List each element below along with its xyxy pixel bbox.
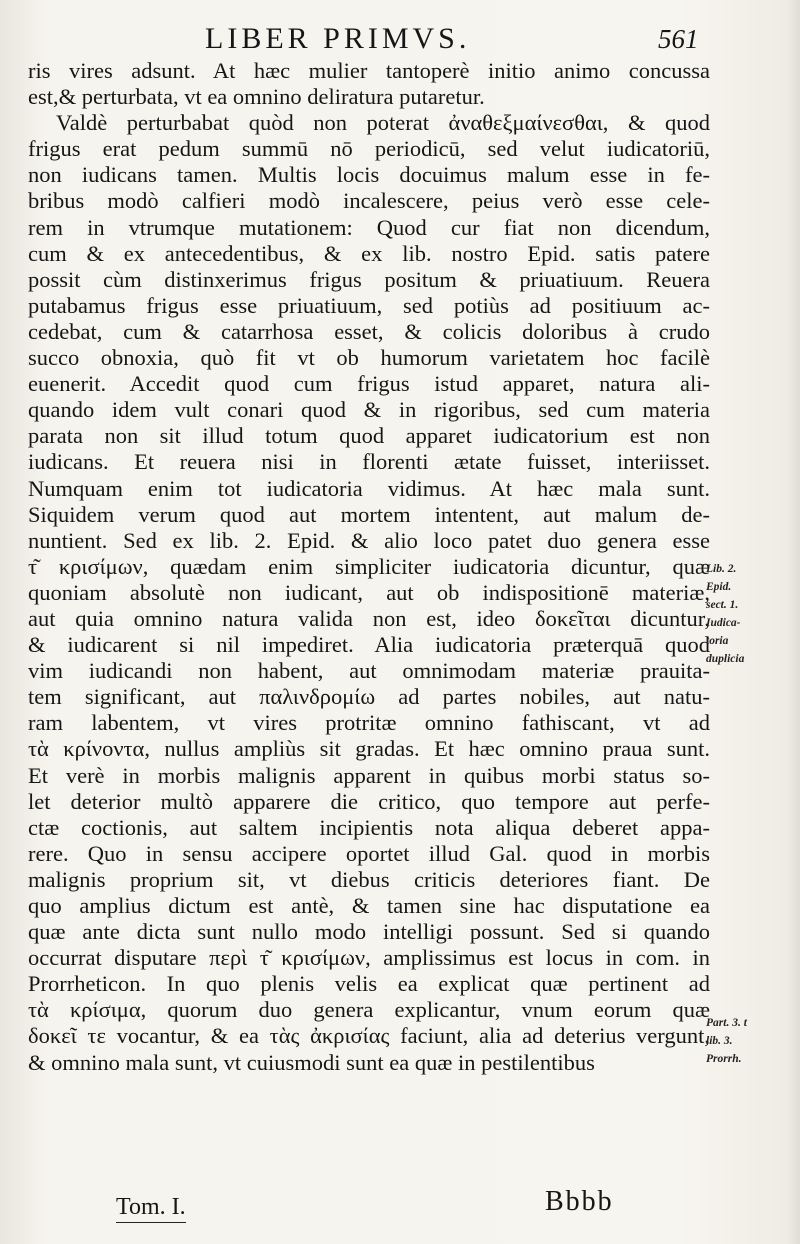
body-text	[28, 58, 710, 1076]
text-line: ctæ coctionis, aut saltem incipientis nota aliqua deberet appa-	[28, 814, 710, 840]
text-line: ris vires adsunt. At hæc mulier tantoperè initio animo concussa	[28, 58, 710, 83]
marginal-note-line: duplicia	[706, 653, 745, 665]
text-line: bribus modò calfieri modò incalescere, peius verò esse cele-	[28, 188, 710, 214]
text-line: ram labentem, vt vires protritæ omnino fathiscant, vt ad	[28, 710, 710, 736]
marginal-note-line: Iudica-	[706, 617, 741, 629]
text-line: frigus erat pedum summū nō periodicū, sed velut iudicatoriū,	[28, 136, 710, 162]
marginal-note-line: lib. 3.	[706, 1035, 733, 1047]
text-line: possit cùm distinxerimus frigus positum & priuatiuum. Reuera	[28, 266, 710, 292]
text-line: succo obnoxia, quò fit vt ob humorum varietatem hoc facilè	[28, 345, 710, 371]
text-line: τ͂ κρισίμων, quædam enim simpliciter iudicatoria dicuntur, quæ	[28, 553, 710, 579]
text-line: rem in vtrumque mutationem: Quod cur fiat non dicendum,	[28, 214, 710, 240]
text-line: cum & ex antecedentibus, & ex lib. nostro Epid. satis patere	[28, 240, 710, 266]
marginal-note-line: Lib. 2.	[706, 563, 737, 575]
text-line: quando idem vult conari quod & in rigoribus, sed cum materia	[28, 397, 710, 423]
text-line: est,& perturbata, vt ea omnino deliratura putaretur.	[28, 84, 485, 110]
marginal-note-epid	[706, 560, 796, 668]
text-line: Prorrheticon. In quo plenis velis ea explicat quæ pertinent ad	[28, 971, 710, 997]
text-line: iudicans. Et reuera nisi in florenti ætate fuisset, interiisset.	[28, 449, 710, 475]
text-line: Siquidem verum quod aut mortem intentent, aut malum de-	[28, 501, 710, 527]
text-line: occurrat disputare περὶ τ͂ κρισίμων, amplissimus est locus in com. in	[28, 945, 710, 971]
text-line: putabamus frigus esse priuatiuum, sed potiùs ad positiuum ac-	[28, 292, 710, 318]
marginal-note-prorrh	[706, 1014, 796, 1068]
text-line: let deterior multò apparere die critico, quo tempore aut perfe-	[28, 788, 710, 814]
text-line: & iudicarent si nil impediret. Alia iudicatoria præterquā quod	[28, 632, 710, 658]
text-line: quæ ante dicta sunt nullo modo intelligi possunt. Sed si quando	[28, 919, 710, 945]
marginal-note-line: sect. 1.	[706, 599, 739, 611]
text-line: aut quia omnino natura valida non est, ideo δοκεῖται dicuntur,	[28, 605, 710, 631]
text-line: vim iudicandi non habent, aut omnimodam materiæ prauita-	[28, 658, 710, 684]
signature-mark: Bbbb	[545, 1186, 614, 1217]
marginal-note-line: toria	[706, 635, 729, 647]
text-line: malignis proprium sit, vt diebus criticis deteriores fiant. De	[28, 866, 710, 892]
text-line: & omnino mala sunt, vt cuiusmodi sunt ea quæ in pestilentibus	[28, 1049, 595, 1075]
text-line: Et verè in morbis malignis apparent in quibus morbi status so-	[28, 762, 710, 788]
text-line: δοκεῖ τε vocantur, & ea τὰς ἀκρισίας faciunt, alia ad deterius vergunt,	[28, 1023, 710, 1049]
text-line: tem significant, aut παλινδρομίω ad partes nobiles, aut natu-	[28, 684, 710, 710]
text-line: τὰ κρίσιμα, quorum duo genera explicantur, vnum eorum quæ	[28, 997, 710, 1023]
page-footer	[0, 1186, 800, 1236]
text-line: non iudicans tamen. Multis locis docuimus malum esse in fe-	[28, 162, 710, 188]
text-line: τὰ κρίνοντα, nullus ampliùs sit gradas. Et hæc omnino praua sunt.	[28, 736, 710, 762]
marginal-note-line: Epid.	[706, 581, 732, 593]
text-line: cedebat, cum & catarrhosa esset, & colicis doloribus à crudo	[28, 318, 710, 344]
running-title: LIBER PRIMVS.	[205, 22, 471, 55]
text-line: euenerit. Accedit quod cum frigus istud apparet, natura ali-	[28, 371, 710, 397]
page-number: 561	[658, 24, 699, 54]
text-line: nuntient. Sed ex lib. 2. Epid. & alio loco patet duo genera esse	[28, 527, 710, 553]
text-line: Numquam enim tot iudicatoria vidimus. At hæc mala sunt.	[28, 475, 710, 501]
text-line: rere. Quo in sensu accipere oportet illud Gal. quod in morbis	[28, 840, 710, 866]
volume-mark: Tom. I.	[116, 1194, 186, 1223]
text-line: Valdè perturbabat quòd non poterat ἀναθεξμαίνεσθαι, & quod	[56, 110, 710, 136]
running-head	[0, 14, 800, 54]
page-edge-shadow	[786, 0, 800, 1244]
text-line: quoniam absolutè non iudicant, aut ob indispositionē materiæ,	[28, 579, 710, 605]
text-line: quo amplius dictum est antè, & tamen sine hac disputatione ea	[28, 893, 710, 918]
marginal-note-line: Part. 3. t	[706, 1017, 747, 1029]
marginal-note-line: Prorrh.	[706, 1053, 742, 1065]
text-line: parata non sit illud totum quod apparet iudicatorium est non	[28, 423, 710, 449]
